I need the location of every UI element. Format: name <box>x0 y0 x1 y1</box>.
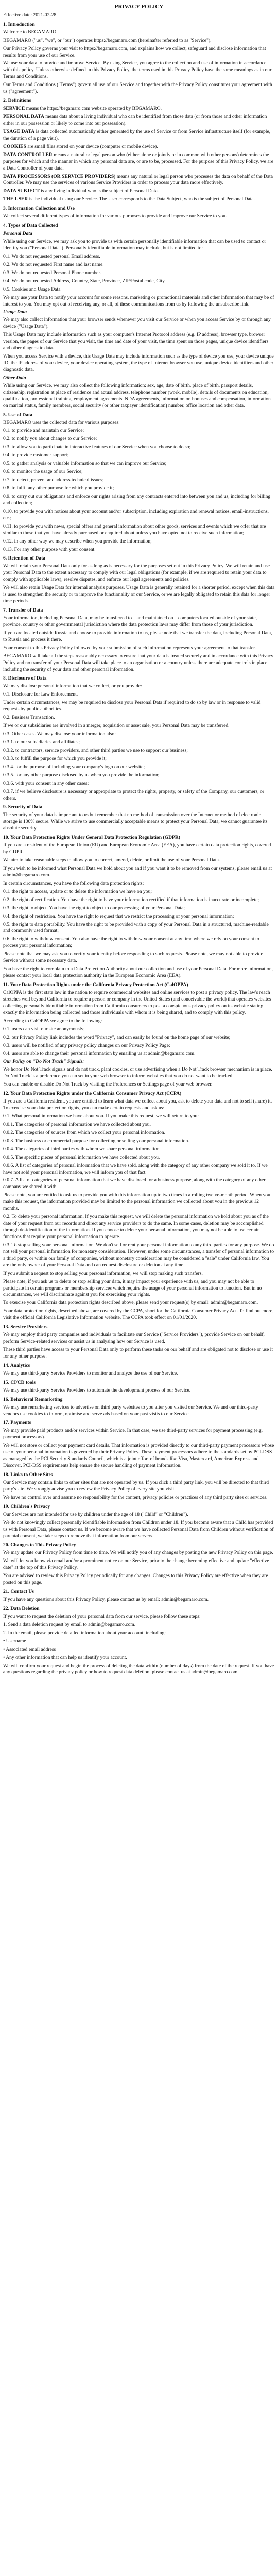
paragraph: We aim to take reasonable steps to allow you to correct, amend, delete, or limit the use of your Personal Data. <box>3 857 220 863</box>
paragraph: BEGAMARO will take all the steps reasonably necessary to ensure that your data is treated securely and in accordance with this Privacy Policy and no transfer of your Personal Data will take place to an organisation or a country unless there are adequate controls in place including the security of your data and other personal information. <box>3 653 274 672</box>
paragraph: If you are a California resident, you are entitled to learn what data we collect about you, ask to delete your data and not to sell (share) it. To exercise your data protection rights, you can make certain requests and ask us: <box>3 1098 272 1111</box>
paragraph: This Usage Data may include information such as your computer's Internet Protocol address (e.g. IP address), browser type, browser version, the pages of our Service that you visit, the time and date of your visit, the time spent on those pages, unique device identifiers and other diagnostic data. <box>3 332 269 351</box>
paragraph: If you submit a request to stop selling your personal information, we will stop making such transfers. <box>3 1270 203 1276</box>
paragraph: 0.2. We do not requested First name and last name. <box>3 261 104 267</box>
paragraph: COOKIES are small files stored on your device (computer or mobile device). <box>3 143 158 149</box>
page-title: PRIVACY POLICY <box>114 4 164 10</box>
paragraph: Welcome to BEGAMARO. <box>3 29 58 35</box>
paragraph: 0.4. to provide customer support; <box>3 452 69 459</box>
paragraph: 0.6. the right to withdraw consent. You also have the right to withdraw your consent at any time where we rely on your consent to process your personal information; <box>3 936 259 949</box>
paragraph: 1. Send a data deletion request by email to admin@begamaro.com. <box>3 1621 136 1628</box>
paragraph: 0.2. to notify you about changes to our Service; <box>3 436 97 442</box>
paragraph: We will also retain Usage Data for internal analysis purposes. Usage Data is generally retained for a shorter period, except when this data is used to strengthen the security or to improve the functionality of our Service, or we are legally obligated to retain this data for longer time periods. <box>3 585 275 604</box>
paragraph: We honor Do Not Track signals and do not track, plant cookies, or use advertising when a Do Not Track browser mechanism is in place. Do Not Track is a preference you can set in your web browser to inform websites that you do not want to be tracked. <box>3 1066 272 1079</box>
paragraph: 0.2. our Privacy Policy link includes the word "Privacy", and can easily be found on the home page of our website; <box>3 1034 231 1040</box>
paragraph: If you want to request the deletion of your personal data from our service, please follow these steps: <box>3 1613 201 1619</box>
paragraph: 0.4. the right of restriction. You have the right to request that we restrict the processing of your personal information; <box>3 913 234 919</box>
paragraph: If you are a resident of the European Union (EU) and European Economic Area (EEA), you have certain data protection rights, covered by GDPR. <box>3 842 271 855</box>
section-heading: 18. Links to Other Sites <box>3 1472 53 1478</box>
paragraph: THE USER is the individual using our Service. The User corresponds to the Data Subject, who is the subject of Personal Data. <box>3 196 255 202</box>
paragraph: PERSONAL DATA means data about a living individual who can be identified from those data (or from those and other information either in our possession or likely to come into our possession). <box>3 114 267 126</box>
paragraph: If we or our subsidiaries are involved in a merger, acquisition or asset sale, your Personal Data may be transferred. <box>3 723 230 729</box>
paragraph: You can enable or disable Do Not Track by visiting the Preferences or Settings page of your web browser. <box>3 1081 213 1088</box>
section-heading: 6. Retention of Data <box>3 555 46 562</box>
paragraph: DATA CONTROLLER means a natural or legal person who (either alone or jointly or in common with other persons) determines the purposes for which and the manner in which any personal data are, or are to be, processed. For the purpose of this Privacy Policy, we are a Data Controller of your data. <box>3 151 274 171</box>
paragraph: 0.2. Business Transaction. <box>3 715 55 721</box>
paragraph: Please note, you are entitled to ask us to provide you with this information up to two times in a rolling twelve-month period. When you make this request, the information provided may be limited to the personal information we collected about you in the previous 12 months. <box>3 1192 270 1212</box>
paragraph: You are advised to review this Privacy Policy periodically for any changes. Changes to this Privacy Policy are effective when they are posted on this page. <box>3 1573 268 1586</box>
paragraph: 0.1. users can visit our site anonymously; <box>3 1026 85 1032</box>
section-heading: 19. Children's Privacy <box>3 1503 50 1510</box>
defined-term: DATA SUBJECT <box>3 188 40 194</box>
defined-term: COOKIES <box>3 143 26 149</box>
paragraph: 0.0.6. A list of categories of personal information that we have sold, along with the category of any other company we sold it to. If we have not sold your personal information, we will inform you of that fact. <box>3 1162 268 1175</box>
paragraph: Our Privacy Policy governs your visit to https://begamaro.com, and explains how we collect, safeguard and disclose information that results from your use of our Service. <box>3 45 266 58</box>
paragraph: 0.5. to gather analysis or valuable information so that we can improve our Service; <box>3 461 167 467</box>
subsection-heading: Our Policy on "Do Not Track" Signals: <box>3 1059 84 1065</box>
section-heading: 7. Transfer of Data <box>3 607 43 614</box>
paragraph: We may also collect information that your browser sends whenever you visit our Service or when you access Service by or through any device ("Usage Data"). <box>3 317 271 330</box>
paragraph: • Any other information that can help us identify your account. <box>3 1654 127 1660</box>
paragraph: We will not store or collect your payment card details. That information is provided directly to our third-party payment processors whose use of your personal information is governed by their Privacy Policy. These payment processors adhere to the standards set by PCI-DSS as managed by the PCI Security Standards Council, which is a joint effort of brands like Visa, Mastercard, American Express and Discover. PCI-DSS requirements help ensure the secure handling of payment information. <box>3 1443 274 1469</box>
paragraph: 0.0.3. The business or commercial purpose for collecting or selling your personal information. <box>3 1138 189 1144</box>
section-heading: 15. CI/CD tools <box>3 1379 36 1385</box>
paragraph: 0.1. the right to access, update or to delete the information we have on you; <box>3 888 152 894</box>
paragraph: • Username <box>3 1638 26 1644</box>
paragraph: According to CalOPPA we agree to the following: <box>3 1018 102 1024</box>
section-heading: 17. Payments <box>3 1420 31 1426</box>
paragraph: We may use third-party Service Providers to automate the development process of our Service. <box>3 1387 191 1393</box>
paragraph: BEGAMARO uses the collected data for various purposes: <box>3 419 120 426</box>
paragraph: We use your data to provide and improve Service. By using Service, you agree to the collection and use of information in accordance with this policy. Unless otherwise defined in this Privacy Policy, the terms used in this Privacy Policy have the same meanings as in our Terms and Conditions. <box>3 60 272 80</box>
paragraph: 0.3.5. for any other purpose disclosed by us when you provide the information; <box>3 772 160 778</box>
paragraph: We may employ third party companies and individuals to facilitate our Service ("Service Providers"), provide Service on our behalf, perform Service-related services or assist us in analysing how our Service is used. <box>3 1332 265 1345</box>
paragraph: We may use your Data to notify your account for some reasons, marketing or promotional materials and other information that may be of interest to you. You may opt out of receiving any, or all, of these communications from us by following the unsubscribe link. <box>3 294 274 307</box>
paragraph: 0.8. to fulfil any other purpose for which you provide it; <box>3 485 114 492</box>
section-heading: 8. Disclosure of Data <box>3 675 47 682</box>
paragraph: 0.7. to detect, prevent and address technical issues; <box>3 477 104 483</box>
paragraph: 0.0.4. The categories of third parties with whom we share personal information. <box>3 1146 161 1152</box>
paragraph: DATA PROCESSORS (OR SERVICE PROVIDERS) means any natural or legal person who processes the data on behalf of the Data Controller. We may use the services of various Service Providers in order to process your data more effectively. <box>3 173 273 186</box>
paragraph: 0.11. to provide you with news, special offers and general information about other goods, services and events which we offer that are similar to those that you have already purchased or enquired about unless you have opted not to receive such information; <box>3 523 266 536</box>
paragraph: 0.10. to provide you with notices about your account and/or subscription, including expiration and renewal notices, email-instructions, etc.; <box>3 508 269 521</box>
paragraph: We may disclose personal information that we collect, or you provide: <box>3 683 142 689</box>
paragraph: Please note that we may ask you to verify your identity before responding to such requests. Please note, we may not able to provide Service without some necessary data. <box>3 951 263 964</box>
paragraph: 0.0.5. The specific pieces of personal information we have collected about you. <box>3 1154 160 1160</box>
paragraph: 0.3. the right to object. You have the right to object to our processing of your Personal Data; <box>3 905 185 911</box>
paragraph: If you are located outside Russia and choose to provide information to us, please note that we transfer the data, including Personal Data, to Russia and process it there. <box>3 630 272 642</box>
defined-term: USAGE DATA <box>3 128 35 134</box>
paragraph: 0.3.2. to contractors, service providers, and other third parties we use to support our business; <box>3 747 188 753</box>
paragraph: 0.1. to provide and maintain our Service; <box>3 428 84 434</box>
paragraph: DATA SUBJECT is any living individual who is the subject of Personal Data. <box>3 188 159 194</box>
paragraph: 0.12. in any other way we may describe when you provide the information; <box>3 538 152 544</box>
paragraph: While using our Service, we may ask you to provide us with certain personally identifiable information that can be used to contact or identify you ("Personal Data"). Personally identifiable information may include, but is not limited to: <box>3 239 266 251</box>
paragraph: If you have any questions about this Privacy Policy, please contact us by email: admin@begamaro.com. <box>3 1597 209 1603</box>
paragraph: Your information, including Personal Data, may be transferred to – and maintained on – computers located outside of your state, province, country or other governmental jurisdiction where the data protection laws may differ from those of your jurisdiction. <box>3 615 257 628</box>
section-heading: 16. Behavioral Remarketing <box>3 1396 63 1402</box>
paragraph: Our Terms and Conditions ("Terms") govern all use of our Service and together with the Privacy Policy constitutes your agreement with us ("agreement"). <box>3 82 272 95</box>
paragraph: We collect several different types of information for various purposes to provide and improve our Service to you. <box>3 213 227 219</box>
section-heading: 2. Definitions <box>3 98 31 104</box>
paragraph: 0.13. For any other purpose with your consent. <box>3 546 96 552</box>
paragraph: 0.3.4. for the purpose of including your company's logo on our website; <box>3 764 145 770</box>
paragraph: The security of your data is important to us but remember that no method of transmission over the Internet or method of electronic storage is 100% secure. While we strive to use commercially acceptable means to protect your Personal Data, we cannot guarantee its absolute security. <box>3 812 268 832</box>
paragraph: 0.4. users are able to change their personal information by emailing us at admin@begamaro.com. <box>3 1050 196 1057</box>
defined-term: DATA PROCESSORS (OR SERVICE PROVIDERS) <box>3 173 116 179</box>
paragraph: We may update our Privacy Policy from time to time. We will notify you of any changes by posting the new Privacy Policy on this page. <box>3 1550 273 1556</box>
paragraph: SERVICE means the https://begamaro.com website operated by BEGAMARO. <box>3 106 162 112</box>
paragraph: 2. In the email, please provide detailed information about your account, including: <box>3 1630 166 1636</box>
paragraph: 0.5. Cookies and Usage Data <box>3 286 61 292</box>
paragraph: To exercise your California data protection rights described above, please send your request(s) by email: admin@begamaro.com. <box>3 1300 258 1306</box>
section-heading: 13. Service Providers <box>3 1324 48 1330</box>
section-heading: 21. Contact Us <box>3 1589 34 1595</box>
defined-term: PERSONAL DATA <box>3 114 44 120</box>
subsection-heading: Other Data <box>3 375 26 381</box>
paragraph: 0.4. We do not requested Address, Country, State, Province, ZIP/Postal code, City. <box>3 278 166 284</box>
paragraph: Please note, if you ask us to delete or stop selling your data, it may impact your experience with us, and you may not be able to participate in certain programs or membership services which require the usage of your personal information to function. But in no circumstances, we will discriminate against you for exercising your rights. <box>3 1278 262 1298</box>
paragraph: 0.2. To delete your personal information. If you make this request, we will delete the personal information we hold about you as of the date of your request from our records and direct any service providers to do the same. In some cases, deletion may be accomplished through de-identification of the information. If you choose to delete your personal information, you may not be able to use certain functions that require your personal information to operate. <box>3 1214 269 1240</box>
paragraph: 0.3. users will be notified of any privacy policy changes on our Privacy Policy Page; <box>3 1042 170 1048</box>
paragraph: 0.3. Other cases. We may disclose your information also: <box>3 731 116 737</box>
paragraph: 0.0.7. A list of categories of personal information that we have disclosed for a business purpose, along with the category of any other company we shared it with. <box>3 1177 266 1190</box>
section-heading: 10. Your Data Protection Rights Under General Data Protection Regulation (GDPR) <box>3 835 181 841</box>
paragraph: 0.0.1. The categories of personal information we have collected about you. <box>3 1121 151 1127</box>
paragraph: If you wish to be informed what Personal Data we hold about you and if you want it to be removed from our systems, please email us at admin@begamaro.com. <box>3 865 272 878</box>
paragraph: 0.2. the right of rectification. You have the right to have your information rectified if that information is inaccurate or incomplete; <box>3 896 259 903</box>
section-heading: 22. Data Deletion <box>3 1605 40 1612</box>
paragraph: 0.1. Disclosure for Law Enforcement. <box>3 691 78 698</box>
paragraph: 0.3.1. to our subsidiaries and affiliates; <box>3 739 80 745</box>
effective-date: Effective date: 2021-02-28 <box>3 12 57 18</box>
defined-term: SERVICE <box>3 106 25 112</box>
paragraph: Under certain circumstances, we may be required to disclose your Personal Data if required to do so by law or in response to valid requests by public authorities. <box>3 700 261 713</box>
paragraph: Your data protection rights, described above, are covered by the CCPA, short for the California Consumer Privacy Act. To find out more, visit the official California Legislative Information website. The CCPA took effect on 01/01/2020. <box>3 1308 274 1321</box>
paragraph: 0.3.3. to fulfill the purpose for which you provide it; <box>3 755 107 761</box>
subsection-heading: Usage Data <box>3 309 27 315</box>
section-heading: 3. Information Collection and Use <box>3 206 75 212</box>
section-heading: 4. Types of Data Collected <box>3 223 58 229</box>
paragraph: We may use remarketing services to advertise on third party websites to you after you visited our Service. We and our third-party vendors use cookies to inform, optimise and serve ads based on your past visits to our Service. <box>3 1404 258 1417</box>
paragraph: We may provide paid products and/or services within Service. In that case, we use third-party services for payment processing (e.g. payment processors). <box>3 1428 263 1440</box>
paragraph: We do not knowingly collect personally identifiable information from Children under 18. If you become aware that a Child has provided us with Personal Data, please contact us. If we become aware that we have collected Personal Data from Children without verification of parental consent, we take steps to remove that information from our servers. <box>3 1519 274 1539</box>
paragraph: 0.6. to monitor the usage of our Service; <box>3 469 83 475</box>
paragraph: CalOPPA is the first state law in the nation to require commercial websites and online services to post a privacy policy. The law's reach stretches well beyond California to require a person or company in the United States (and conceivable the world) that operates websites collecting personally identifiable information from California consumers to post a conspicuous privacy policy on its website stating exactly the information being collected and those individuals with whom it is being shared, and to comply with this policy. <box>3 989 271 1015</box>
paragraph: You have the right to complain to a Data Protection Authority about our collection and use of your Personal Data. For more information, please contact your local data protection authority in the European Economic Area (EEA). <box>3 966 273 979</box>
section-heading: 11. Your Data Protection Rights under the California Privacy Protection Act (CalOPPA) <box>3 982 188 988</box>
paragraph: • Associated email address <box>3 1646 56 1652</box>
paragraph: We will confirm your request and begin the process of deleting the data within (number of days) from the date of the request. If you have any questions regarding the privacy policy or how to request data deletion, please contact us at admin@begamaro.com. <box>3 1663 274 1675</box>
paragraph: In certain circumstances, you have the following data protection rights: <box>3 880 144 886</box>
section-heading: 14. Analytics <box>3 1362 30 1368</box>
paragraph: 0.3.7. if we believe disclosure is necessary or appropriate to protect the rights, property, or safety of the Company, our customers, or others. <box>3 788 265 801</box>
paragraph: We will retain your Personal Data only for as long as is necessary for the purposes set out in this Privacy Policy. We will retain and use your Personal Data to the extent necessary to comply with our legal obligations (for example, if we are required to retain your data to comply with applicable laws), resolve disputes, and enforce our legal agreements and policies. <box>3 563 270 583</box>
paragraph: 0.1. We do not requested personal Email address. <box>3 253 100 259</box>
paragraph: 0.0.2. The categories of sources from which we collect your personal information. <box>3 1129 165 1136</box>
paragraph: BEGAMARO ("us", "we", or "our") operates https://begamaro.com (hereinafter referred to as "Service"). <box>3 37 212 43</box>
paragraph: 0.3. To stop selling your personal information. We don't sell or rent your personal information to any third parties for any purpose. We do not sell your personal information for monetary consideration. However, under some circumstances, a transfer of personal information to a third party, or within our family of companies, without monetary consideration may be considered a "sale" under California law. You are the only owner of your Personal Data and can request disclosure or deletion at any time. <box>3 1242 274 1268</box>
section-heading: 1. Introduction <box>3 21 35 27</box>
paragraph: While using our Service, we may also collect the following information: sex, age, date of birth, place of birth, passport details, citizenship, registration at place of residence and actual address, telephone number (work, mobile), details of documents on education, qualification, professional training, employment agreements, NDA agreements, information on bonuses and compensation, information on marital status, family members, social security (or other taxpayer identification) number, office location and other data. <box>3 382 271 409</box>
paragraph: Our Service may contain links to other sites that are not operated by us. If you click a third party link, you will be directed to that third party's site. We strongly advise you to review the Privacy Policy of every site you visit. <box>3 1479 269 1492</box>
paragraph: 0.1. What personal information we have about you. If you make this request, we will return to you: <box>3 1113 199 1119</box>
section-heading: 20. Changes to This Privacy Policy <box>3 1542 76 1548</box>
paragraph: 0.3. We do not requested Personal Phone number. <box>3 269 101 276</box>
paragraph: We may use third-party Service Providers to monitor and analyze the use of our Service. <box>3 1370 178 1376</box>
defined-term: DATA CONTROLLER <box>3 151 53 158</box>
paragraph: We will let you know via email and/or a prominent notice on our Service, prior to the change becoming effective and update "effective date" at the top of this Privacy Policy. <box>3 1558 269 1571</box>
paragraph: USAGE DATA is data collected automatically either generated by the use of Service or from Service infrastructure itself (for example, the duration of a page visit). <box>3 128 271 141</box>
paragraph: Our Services are not intended for use by children under the age of 18 ("Child" or "Children"). <box>3 1511 188 1517</box>
paragraph: When you access Service with a device, this Usage Data may include information such as the type of device you use, your device unique ID, the IP address of your device, your device operating system, the type of Internet browser you use, unique device identifiers and other diagnostic data. <box>3 353 274 372</box>
defined-term: THE USER <box>3 196 28 202</box>
paragraph: 0.3. to allow you to participate in interactive features of our Service when you choose to do so; <box>3 444 191 450</box>
paragraph: 0.9. to carry out our obligations and enforce our rights arising from any contracts entered into between you and us, including for billing and collection; <box>3 493 271 506</box>
subsection-heading: Personal Data <box>3 231 32 237</box>
paragraph: These third parties have access to your Personal Data only to perform these tasks on our behalf and are obligated not to disclose or use it for any other purpose. <box>3 1347 273 1359</box>
section-heading: 9. Security of Data <box>3 804 43 810</box>
paragraph: We have no control over and assume no responsibility for the content, privacy policies or practices of any third party sites or services. <box>3 1494 268 1500</box>
policy-content <box>3 22 275 1676</box>
paragraph: Your consent to this Privacy Policy followed by your submission of such information represents your agreement to that transfer. <box>3 645 256 651</box>
section-heading: 5. Use of Data <box>3 412 33 418</box>
section-heading: 12. Your Data Protection Rights under the California Consumer Privacy Act (CCPA) <box>3 1091 182 1097</box>
paragraph: 0.3.6. with your consent in any other cases; <box>3 780 89 786</box>
paragraph: 0.5. the right to data portability. You have the right to be provided with a copy of your Personal Data in a structured, machine-readable and commonly used format; <box>3 921 269 934</box>
